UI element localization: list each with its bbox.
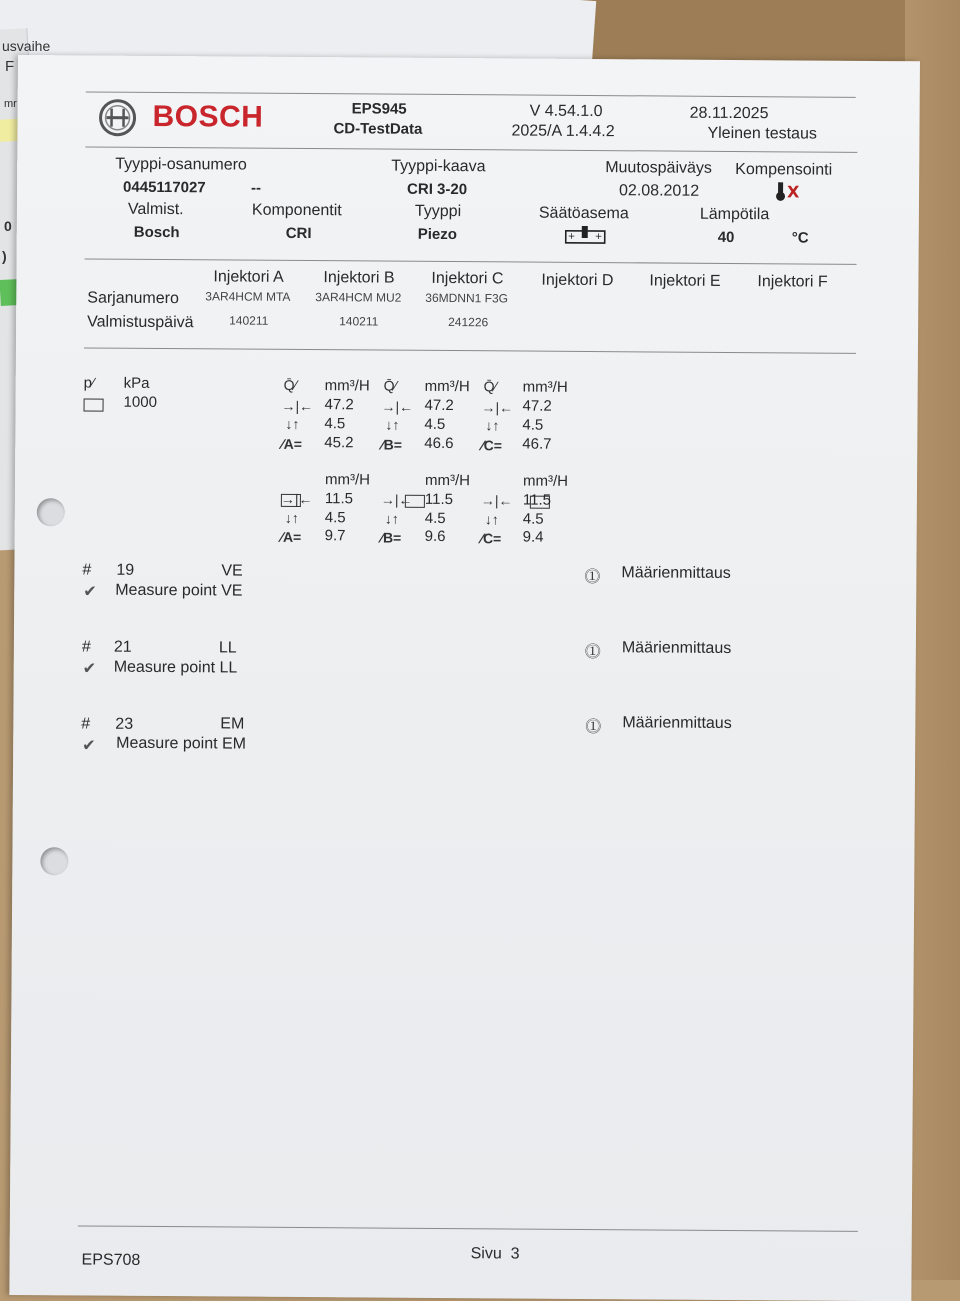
test-type: Yleinen testaus <box>707 125 817 144</box>
hash-symbol: # <box>81 715 90 733</box>
serial-c: 36MDNN1 F3G <box>425 291 508 306</box>
compensation-label: Kompensointi <box>735 161 832 180</box>
page-number: Sivu 3 <box>471 1245 520 1263</box>
report-date: 28.11.2025 <box>690 105 769 124</box>
tolerance-a: 4.5 <box>325 509 346 526</box>
measured-slash-icon: ⁄ <box>481 437 483 453</box>
injector-d-header: Injektori D <box>541 272 613 291</box>
manufacture-date-label: Valmistuspäivä <box>87 313 194 332</box>
measured-label-a: A= <box>283 529 301 545</box>
pressure-station-icon <box>84 399 104 412</box>
measure-point-code: VE <box>221 562 242 580</box>
nominal-icon: →|← <box>381 399 413 415</box>
measure-point-description: Measure point LL <box>114 659 238 678</box>
punch-hole <box>37 498 65 526</box>
nominal-c: 47.2 <box>523 398 552 415</box>
measured-label-b: B= <box>384 437 402 453</box>
type-formula-label: Tyyppi-kaava <box>391 158 485 177</box>
check-icon: ✔ <box>82 735 96 755</box>
footer-model: EPS708 <box>82 1251 141 1269</box>
punch-hole <box>40 847 68 875</box>
station-label: Säätöasema <box>539 205 629 224</box>
svg-text:+: + <box>595 232 603 242</box>
serial-a: 3AR4HCM MTA <box>205 289 290 304</box>
measured-c: 9.4 <box>523 529 544 546</box>
nominal-icon: →|← <box>281 491 313 507</box>
nominal-icon: →|← <box>282 398 314 414</box>
measure-point-action: Määrienmittaus <box>621 564 730 583</box>
measured-label-a: A= <box>284 436 302 452</box>
tolerance-b: 4.5 <box>425 510 446 527</box>
tolerance-c: 4.5 <box>522 417 543 434</box>
hash-symbol: # <box>82 638 91 656</box>
unit-b: mm³/H <box>425 378 470 395</box>
bg-text-4: 0 <box>4 218 12 234</box>
date-c: 241226 <box>448 315 488 329</box>
tolerance-icon: ↓↑ <box>485 417 499 433</box>
manufacturer-value: Bosch <box>134 224 180 241</box>
tolerance-icon: ↓↑ <box>285 510 299 526</box>
pressure-unit: kPa <box>124 375 150 392</box>
tolerance-icon: ↓↑ <box>385 511 399 527</box>
tolerance-icon: ↓↑ <box>385 417 399 433</box>
quantity-icon: Q̄⁄ <box>484 378 497 394</box>
svg-text:X: X <box>787 182 800 201</box>
change-date-label: Muutospäiväys <box>605 159 712 178</box>
type-label: Tyyppi <box>415 203 461 221</box>
measured-b: 46.6 <box>424 435 453 452</box>
manufacturer-label: Valmist. <box>128 201 184 219</box>
measured-b: 9.6 <box>425 528 446 545</box>
unit-a: mm³/H <box>325 471 370 488</box>
measured-label-c: C= <box>484 437 502 453</box>
serial-b: 3AR4HCM MU2 <box>315 290 401 305</box>
printed-report-page <box>9 55 920 1301</box>
injector-a-header: Injektori A <box>213 268 283 286</box>
unit-c: mm³/H <box>523 473 568 490</box>
hash-symbol: # <box>82 561 91 579</box>
tolerance-icon: ↓↑ <box>485 511 499 527</box>
unit-b: mm³/H <box>425 472 470 489</box>
measured-a: 45.2 <box>324 434 353 451</box>
tolerance-icon: ↓↑ <box>285 416 299 432</box>
measured-slash-icon: ⁄ <box>381 530 383 546</box>
tolerance-b: 4.5 <box>424 416 445 433</box>
divider <box>78 1225 858 1231</box>
system-name: EPS945 <box>352 100 407 117</box>
svg-text:+: + <box>568 232 576 242</box>
part-number-label: Tyyppi-osanumero <box>115 156 247 175</box>
injector-c-header: Injektori C <box>431 270 503 289</box>
measured-label-c: C= <box>483 530 501 546</box>
software-version: V 4.54.1.0 <box>530 103 603 122</box>
measure-point-number: 21 <box>114 639 132 657</box>
measure-point-code: EM <box>220 715 244 733</box>
divider <box>85 258 857 264</box>
components-label: Komponentit <box>252 202 342 221</box>
injector-e-header: Injektori E <box>649 272 720 290</box>
measured-slash-icon: ⁄ <box>281 529 283 545</box>
change-date-value: 02.08.2012 <box>619 182 699 201</box>
measured-slash-icon: ⁄ <box>381 437 383 453</box>
injector-f-header: Injektori F <box>757 273 827 291</box>
bg-text-3: mr <box>4 98 17 110</box>
unit-c: mm³/H <box>523 379 568 396</box>
tolerance-a: 4.5 <box>324 415 345 432</box>
pressure-slash-icon: ⁄ <box>92 375 94 391</box>
part-number-extra: -- <box>251 180 261 197</box>
nominal-icon: →|← <box>381 492 413 508</box>
measured-slash-icon: ⁄ <box>481 530 483 546</box>
bg-text-2: F <box>5 58 14 75</box>
unit-a: mm³/H <box>325 377 370 394</box>
temperature-unit: °C <box>792 229 809 246</box>
test-station-icon <box>565 225 607 245</box>
measure-point-description: Measure point VE <box>115 582 242 601</box>
brand-name: BOSCH <box>152 100 263 135</box>
measure-point-description: Measure point EM <box>116 735 246 754</box>
measure-point-code: LL <box>219 639 237 657</box>
components-value: CRI <box>286 225 312 242</box>
gauge-icon: ⓵ <box>585 714 601 737</box>
pressure-label: p <box>84 374 92 391</box>
nominal-b: 47.2 <box>425 397 454 414</box>
measure-point-action: Määrienmittaus <box>622 639 731 658</box>
measure-point-number: 23 <box>115 716 133 734</box>
check-icon: ✔ <box>83 658 97 678</box>
gauge-icon: ⓵ <box>584 564 600 587</box>
nominal-c: 11.5 <box>523 492 551 509</box>
measured-a: 9.7 <box>325 527 346 544</box>
bg-text-5: ) <box>2 248 7 264</box>
serial-number-label: Sarjanumero <box>87 289 179 308</box>
nominal-icon: →|← <box>481 399 513 415</box>
date-a: 140211 <box>229 313 268 327</box>
date-b: 140211 <box>339 314 378 328</box>
quantity-icon: Q̄⁄ <box>384 378 397 394</box>
temperature-label: Lämpötila <box>700 206 769 224</box>
type-formula-value: CRI 3-20 <box>407 181 467 198</box>
temperature-value: 40 <box>718 229 735 246</box>
nominal-b: 11.5 <box>425 491 453 508</box>
divider <box>85 146 857 152</box>
nominal-icon: →|← <box>481 492 513 508</box>
nominal-a: 47.2 <box>325 396 354 413</box>
type-value: Piezo <box>418 226 457 243</box>
tolerance-c: 4.5 <box>523 511 544 528</box>
measured-slash-icon: ⁄ <box>281 436 283 452</box>
quantity-icon: Q̄⁄ <box>284 377 297 393</box>
pressure-value: 1000 <box>124 394 157 411</box>
divider <box>84 347 856 353</box>
release-version: 2025/A 1.4.4.2 <box>511 122 614 141</box>
bg-text-1: usvaihe <box>2 38 50 54</box>
gauge-icon: ⓵ <box>585 639 601 662</box>
check-icon: ✔ <box>83 581 97 601</box>
measured-c: 46.7 <box>522 436 551 453</box>
measure-point-action: Määrienmittaus <box>622 714 731 733</box>
injector-b-header: Injektori B <box>323 269 394 287</box>
compensation-thermometer-icon <box>774 180 802 202</box>
part-number-value: 0445117027 <box>123 179 206 197</box>
measured-label-b: B= <box>383 530 401 546</box>
measure-point-number: 19 <box>116 562 134 580</box>
data-set: CD-TestData <box>333 120 422 138</box>
bosch-logo-icon <box>97 98 137 138</box>
nominal-a: 11.5 <box>325 490 353 507</box>
